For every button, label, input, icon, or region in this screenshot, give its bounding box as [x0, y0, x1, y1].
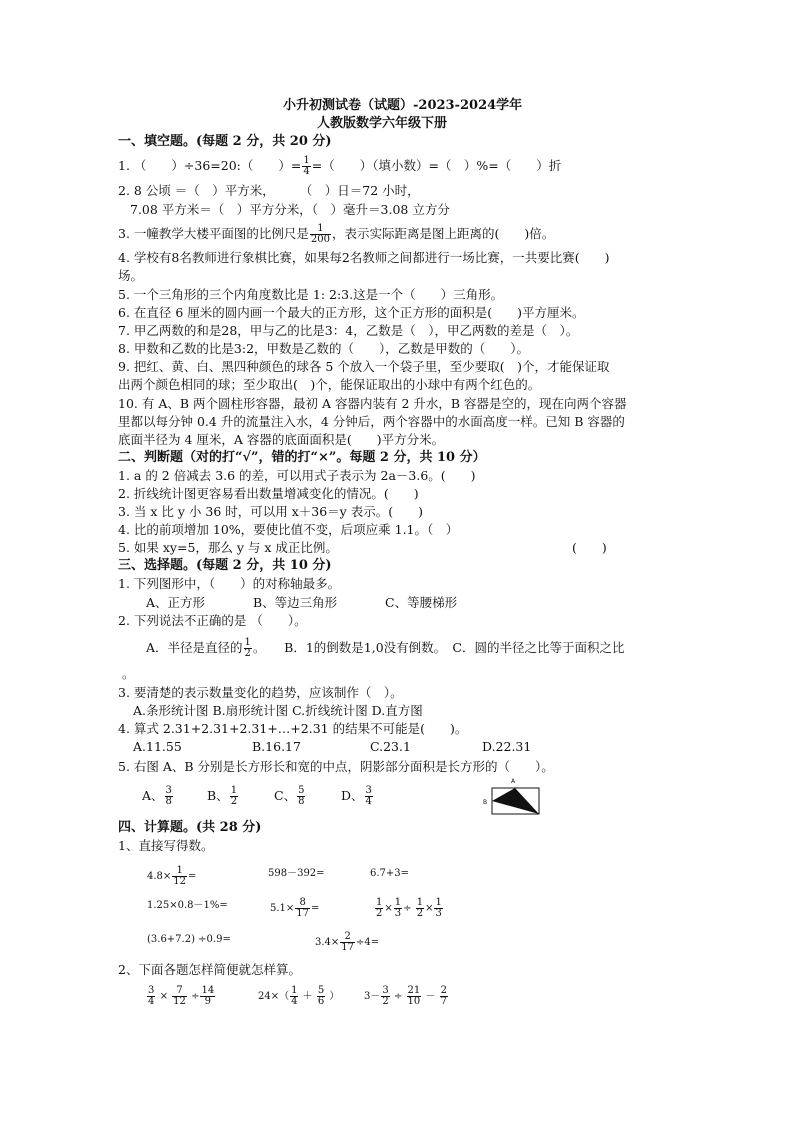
section-heading: 一、填空题。(每题 2 分，共 20 分) [118, 134, 332, 149]
calc-item: 5.1× $\frac{8}{17}$ = [270, 897, 320, 919]
option-c: C.23.1 [370, 739, 411, 754]
title-line-1: 小升初测试卷（试题）-2023-2024学年 [283, 98, 523, 113]
question-text: ，表示实际距离是图上距离的( )倍。 [332, 226, 555, 241]
question-2-line-2: 7.08 平方米＝（ ）平方分米，（ ）毫升＝3.08 立方分 [130, 202, 450, 217]
question-6: 6. 在直径 6 厘米的圆内画一个最大的正方形，这个正方形的面积是( )平方厘米。 [118, 305, 585, 320]
calc-item: (3.6+7.2) ÷0.9= [147, 934, 231, 945]
point-b-label: B [483, 799, 488, 806]
expression-3: 3－ $\frac{3}{2}$ ÷ $\frac{21}{10}$ － $\frac{2}{7}$ [364, 985, 447, 1007]
question-10-line-1: 10. 有 A、B 两个圆柱形容器，最初 A 容器内装有 2 升水，B 容器是空的，现在向两个容器 [118, 396, 627, 411]
point-a-label: A [511, 778, 516, 785]
option-b: B、 $\frac{1}{2}$ [207, 785, 238, 807]
question-2-line-1: 2. 8 公顷 ＝（ ）平方米， （ ）日＝72 小时， [118, 183, 420, 198]
option-a: A.11.55 [133, 739, 182, 754]
question-3 [118, 224, 554, 245]
option-b: B.16.17 [252, 739, 301, 754]
calc-item: 6.7+3= [370, 868, 410, 879]
subsection-2: 2、下面各题怎样简便就怎样算。 [118, 962, 301, 977]
question-9-line-2: 出两个颜色相同的球；至少取出( )个，能保证取出的小球中有两个红色的。 [118, 377, 541, 392]
question-1 [118, 156, 561, 177]
calc-item: 598－392= [268, 868, 325, 879]
calc-item: $\frac{1}{2}$ × $\frac{1}{3}$ ÷ $\frac{1}{2}$ × $\frac{1}{3}$ [376, 897, 442, 919]
fraction: $\frac{1}{200}$ [310, 223, 330, 245]
fraction: $\frac{1}{2}$ [244, 637, 251, 659]
section-heading: 四、计算题。(共 28 分) [118, 820, 262, 835]
choice-question-3: 3. 要清楚的表示数量变化的趋势，应该制作（ ）。 [118, 685, 403, 700]
calc-item: 3.4× $\frac{2}{17}$ ÷4= [315, 931, 380, 953]
question-text: =（ ）（填小数）=（ ）%=（ ）折 [311, 158, 562, 173]
option-d: D.22.31 [482, 739, 532, 754]
option-a: A、 $\frac{3}{8}$ [142, 785, 172, 807]
option-d: D、 $\frac{3}{4}$ [341, 785, 372, 807]
question-5: 5. 一个三角形的三个内角度数比是 1: 2:3.这是一个（ ）三角形。 [118, 287, 504, 302]
option-text: A．半径是直径的 [146, 640, 243, 655]
choice-question-3-options: A.条形统计图 B.扇形统计图 C.折线统计图 D.直方图 [133, 703, 423, 718]
judge-question-2: 2. 折线统计图更容易看出数量增减变化的情况。( ) [118, 486, 419, 501]
question-10-line-3: 底面半径为 4 厘米，A 容器的底面面积是( )平方分米。 [118, 432, 445, 447]
option-c: C、 $\frac{5}{8}$ [274, 785, 305, 807]
choice-question-1: 1. 下列图形中，（ ）的对称轴最多。 [118, 576, 341, 591]
question-7: 7. 甲乙两数的和是28，甲与乙的比是3：4，乙数是（ ），甲乙两数的差是（ ）。 [118, 323, 579, 338]
option-end: 。 [122, 666, 135, 681]
question-9-line-1: 9. 把红、黄、白、黑四种颜色的球各 5 个放入一个袋子里，至少要取( )个，才能保证取 [118, 359, 610, 374]
section-heading: 二、判断题（对的打“√”，错的打“×”。每题 2 分，共 10 分） [118, 450, 486, 465]
judge-question-5: 5. 如果 xy=5，那么 y 与 x 成正比例。 [118, 540, 338, 555]
judge-question-4: 4. 比的前项增加 10%，要使比值不变，后项应乘 1.1。（ ） [118, 522, 459, 537]
section-heading: 三、选择题。(每题 2 分，共 10 分) [118, 558, 332, 573]
option-c: C、等腰梯形 [385, 595, 458, 610]
subsection-1: 1、直接写得数。 [118, 838, 214, 853]
question-4-line-2: 场。 [118, 268, 144, 283]
question-text: 3. 一幢教学大楼平面图的比例尺是 [118, 226, 309, 241]
calc-item: 1.25×0.8－1%= [147, 900, 228, 911]
shaded-triangle [492, 788, 539, 814]
answer-blank: ( ) [572, 540, 607, 555]
question-10-line-2: 里都以每分钟 0.4 升的流量注入水，4 分钟后，两个容器中的水面高度一样。已知 B 容器的 [118, 414, 625, 429]
option-a: A、正方形 [146, 595, 206, 610]
choice-question-5: 5. 右图 A、B 分别是长方形长和宽的中点，阴影部分面积是长方形的（ ）。 [118, 759, 554, 774]
choice-question-2: 2. 下列说法不正确的是 （ ）。 [118, 613, 307, 628]
fraction: $\frac{1}{4}$ [303, 155, 310, 177]
calc-item: 4.8× $\frac{1}{12}$ = [147, 865, 197, 887]
option-b: B、等边三角形 [253, 595, 338, 610]
expression-1: $\frac{3}{4}$ × $\frac{7}{12}$ ÷ $\frac{14}{9}$ [148, 985, 215, 1007]
title-line-2: 人教版数学六年级下册 [317, 116, 448, 131]
choice-question-4: 4. 算式 2.31+2.31+2.31+…+2.31 的结果不可能是( )。 [118, 721, 468, 736]
judge-question-3: 3. 当 x 比 y 小 36 时，可以用 x＋36＝y 表示。( ) [118, 504, 423, 519]
option-text: 。 B．1的倒数是1,0没有倒数。 C．圆的半径之比等于面积之比 [252, 640, 625, 655]
question-8: 8. 甲数和乙数的比是3:2，甲数是乙数的（ ），乙数是甲数的（ ）。 [118, 341, 530, 356]
question-4-line-1: 4. 学校有8名教师进行象棋比赛，如果每2名教师之间都进行一场比赛，一共要比赛( ) [118, 250, 610, 265]
expression-2: 24×（ $\frac{1}{4}$ ＋ $\frac{5}{6}$ ） [258, 985, 340, 1007]
question-text: 1. （ ）÷36=20:（ ）= [118, 158, 302, 173]
judge-question-1: 1. a 的 2 倍减去 3.6 的差，可以用式子表示为 2a－3.6。( ) [118, 468, 476, 483]
choice-question-2-options [146, 638, 625, 659]
